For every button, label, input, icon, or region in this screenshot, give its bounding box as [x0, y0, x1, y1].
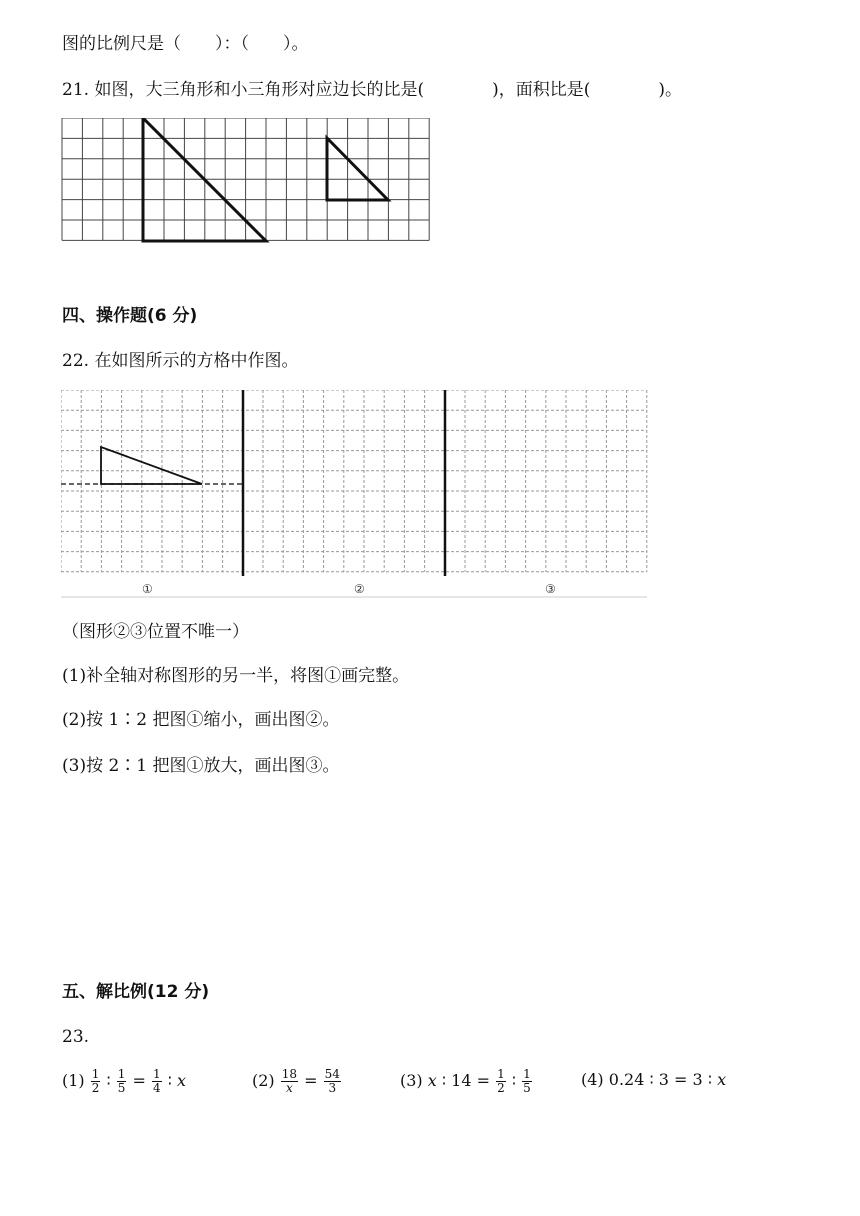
- sub-question-1: (1)补全轴对称图形的另一半，将图①画完整。: [62, 666, 410, 686]
- equation-4: (4) 0.24 ∶ 3 = 3 ∶ x: [581, 1070, 727, 1089]
- small-triangle: [327, 138, 388, 200]
- grid-label-2: ②: [354, 582, 365, 596]
- sub-question-2: (2)按 1∶2 把图①缩小，画出图②。: [62, 710, 340, 730]
- q21-triangle-figure: [61, 118, 431, 244]
- question-23: 23.: [62, 1027, 90, 1047]
- section-4-heading: 四、操作题(6 分): [62, 306, 198, 326]
- scale-question-line: 图的比例尺是（ ）：（ ）。: [62, 34, 309, 54]
- section-5-heading: 五、解比例(12 分): [62, 982, 210, 1002]
- sub-question-3: (3)按 2∶1 把图①放大，画出图③。: [62, 756, 340, 776]
- q22-drawing-grid: [61, 390, 649, 600]
- equation-2: (2) $\frac{18}{x}$ = $\frac{54}{3}$: [252, 1067, 340, 1095]
- question-22: 22. 在如图所示的方格中作图。: [62, 351, 299, 371]
- grid-label-1: ①: [142, 582, 153, 596]
- question-21: 21. 如图，大三角形和小三角形对应边长的比是( )，面积比是( )。: [62, 80, 682, 100]
- half-triangle: [101, 447, 202, 484]
- equation-1: (1) $\frac{1}{2}$ ∶ $\frac{1}{5}$ = $\frac{1}{4}$ ∶ x: [62, 1067, 187, 1095]
- grid-label-3: ③: [545, 582, 556, 596]
- note-position-not-unique: （图形②③位置不唯一）: [62, 622, 249, 642]
- equation-3: (3) x ∶ 14 = $\frac{1}{2}$ ∶ $\frac{1}{5}$: [400, 1067, 531, 1095]
